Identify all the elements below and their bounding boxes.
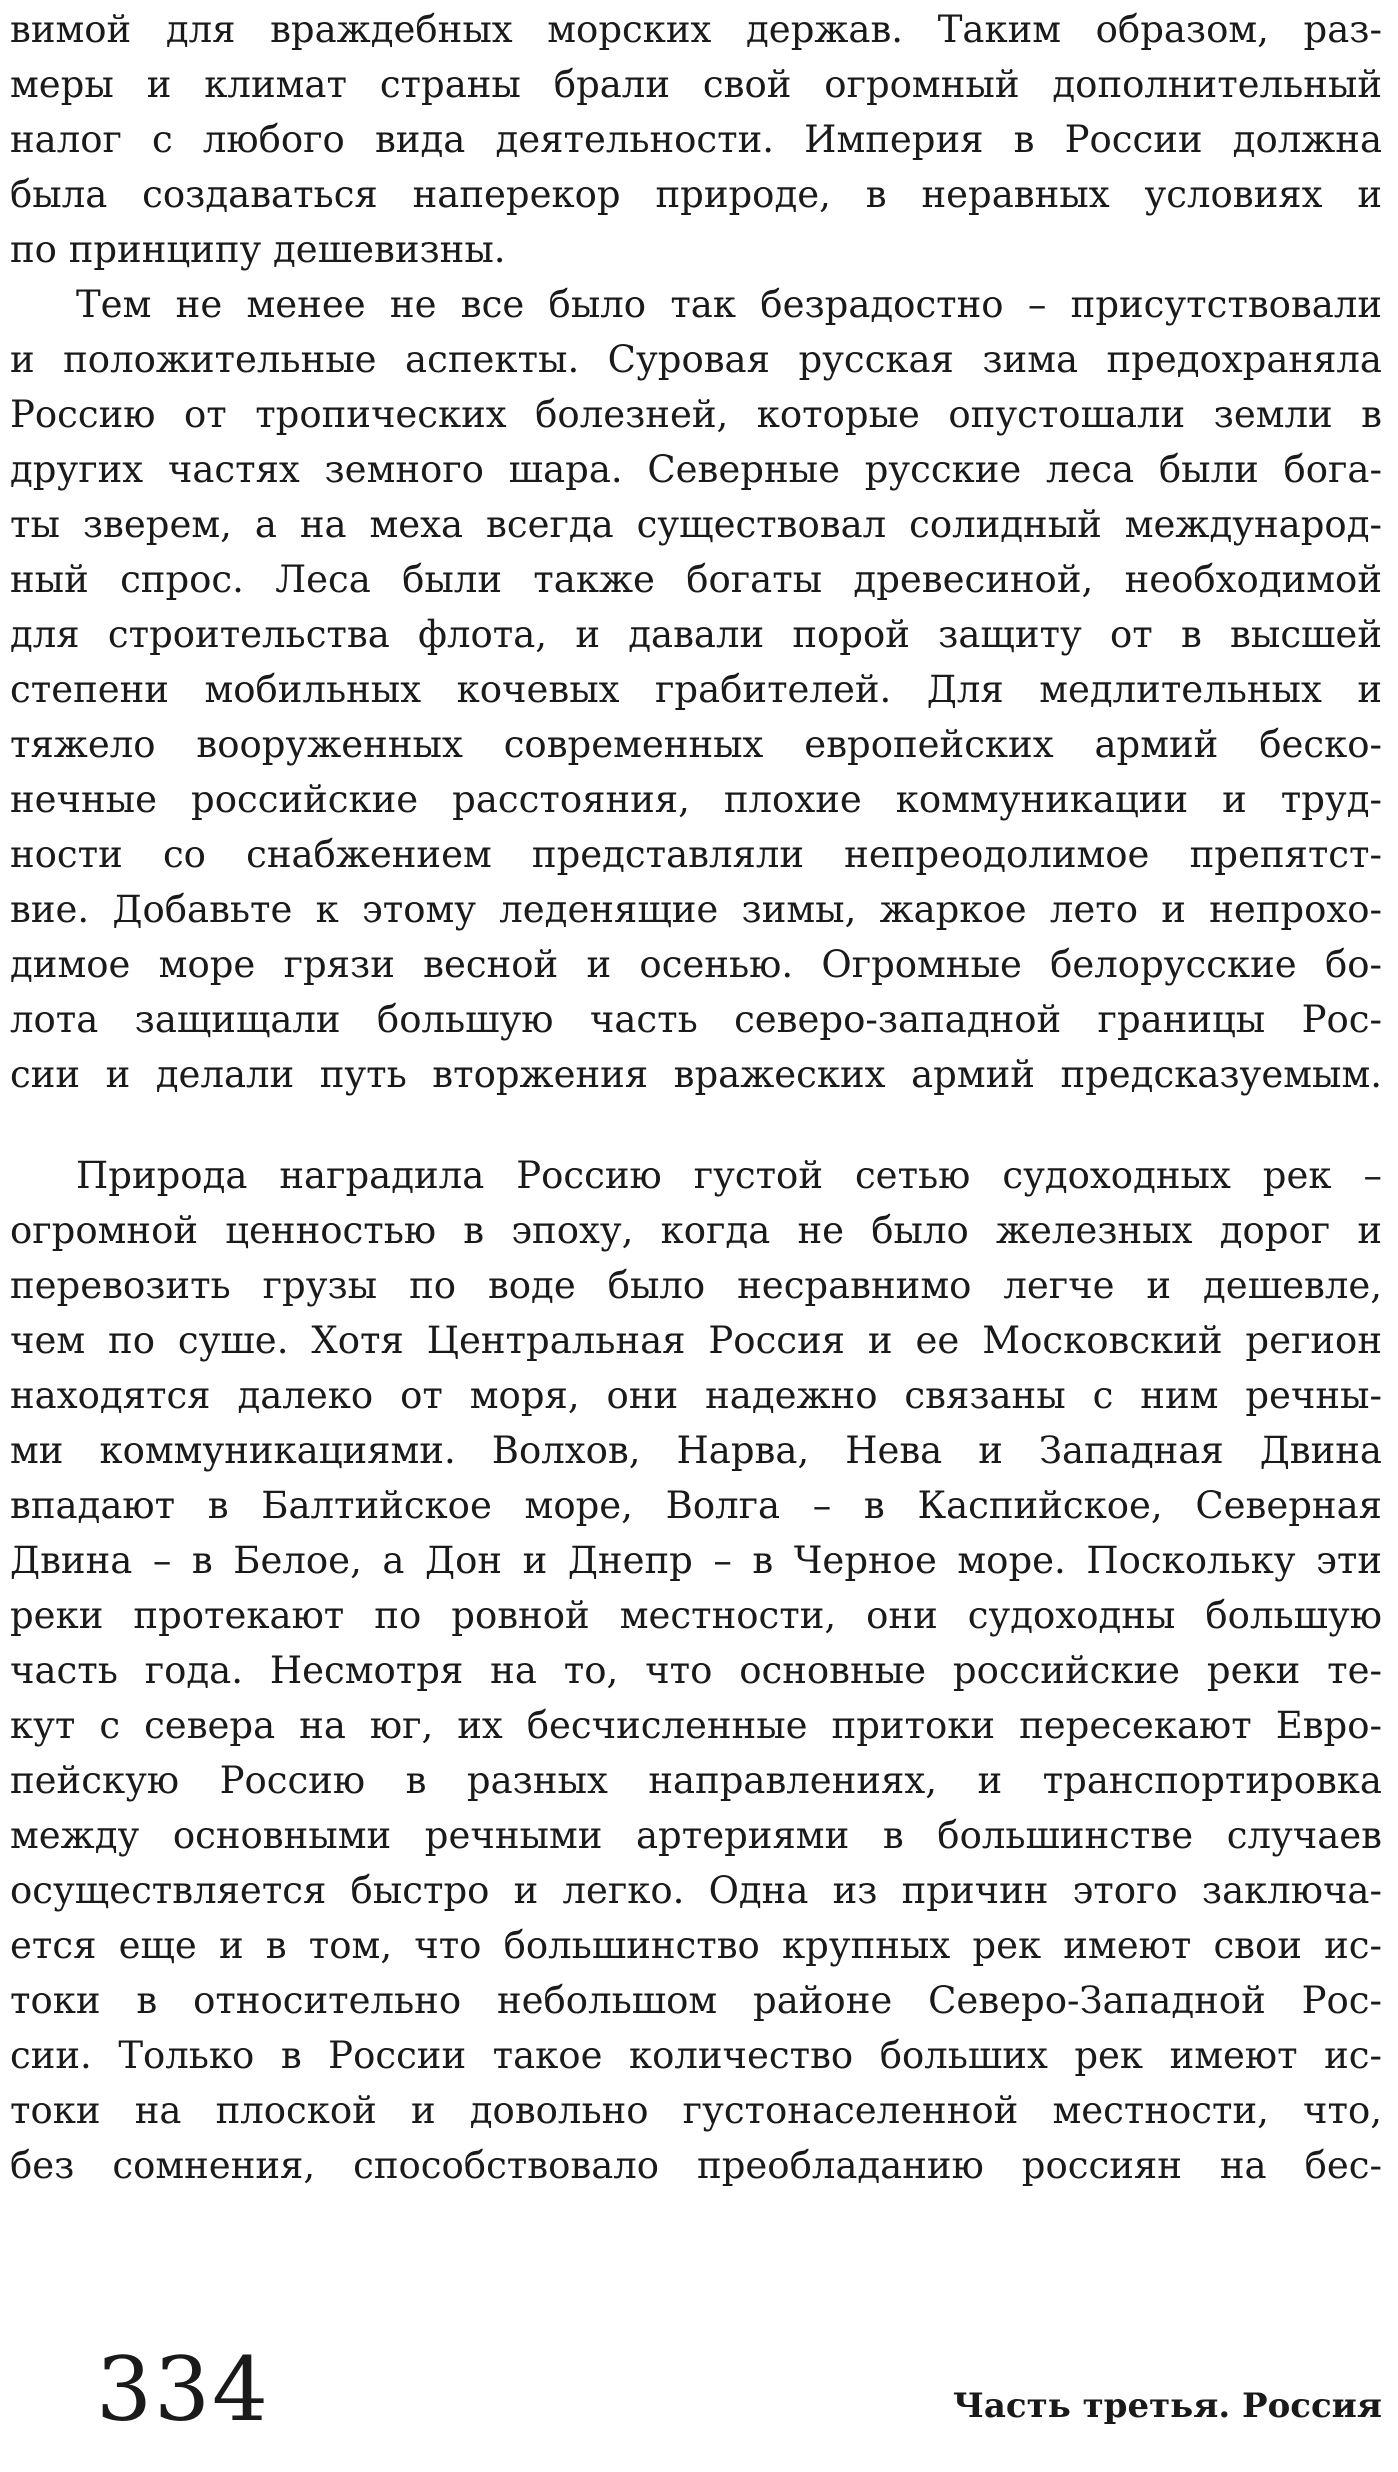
- text-line: тяжело вооруженных современных европейских армий беско-: [10, 723, 1382, 766]
- text-line: ты зверем, а на меха всегда существовал солидный международ-: [10, 503, 1382, 546]
- page-footer: [0, 2330, 1398, 2460]
- text-line: токи в относительно небольшом районе Северо-Западной Рос-: [10, 1979, 1382, 2022]
- text-line: Природа наградила Россию густой сетью судоходных рек –: [76, 1154, 1382, 1197]
- text-line: перевозить грузы по воде было несравнимо легче и дешевле,: [10, 1264, 1382, 1307]
- text-line: сии. Только в России такое количество больших рек имеют ис-: [10, 2034, 1382, 2077]
- text-line: находятся далеко от моря, они надежно связаны с ним речны-: [10, 1374, 1382, 1417]
- text-line: ется еще и в том, что большинство крупных рек имеют свои ис-: [10, 1924, 1382, 1967]
- text-line: осуществляется быстро и легко. Одна из причин этого заключа-: [10, 1869, 1382, 1912]
- text-line: ности со снабжением представляли непреодолимое препятст-: [10, 833, 1382, 876]
- text-line: часть года. Несмотря на то, что основные российские реки те-: [10, 1649, 1382, 1692]
- text-line: ми коммуникациями. Волхов, Нарва, Нева и Западная Двина: [10, 1429, 1382, 1472]
- text-line: сии и делали путь вторжения вражеских армий предсказуемым.: [10, 1053, 1382, 1096]
- text-line: впадают в Балтийское море, Волга – в Каспийское, Северная: [10, 1484, 1382, 1527]
- text-line: степени мобильных кочевых грабителей. Для медлительных и: [10, 668, 1382, 711]
- text-line: по принципу дешевизны.: [10, 228, 506, 271]
- text-line: пейскую Россию в разных направлениях, и транспортировка: [10, 1759, 1382, 1802]
- text-line: без сомнения, способствовало преобладанию россиян на бес-: [10, 2144, 1382, 2187]
- text-line: была создаваться наперекор природе, в неравных условиях и: [10, 173, 1382, 216]
- text-line: вимой для враждебных морских держав. Таким образом, раз-: [10, 8, 1382, 51]
- page-number: 334: [96, 2338, 270, 2441]
- text-line: и положительные аспекты. Суровая русская зима предохраняла: [10, 338, 1382, 381]
- text-line: реки протекают по ровной местности, они судоходны большую: [10, 1594, 1382, 1637]
- text-line: кут с севера на юг, их бесчисленные притоки пересекают Евро-: [10, 1704, 1382, 1747]
- text-line: нечные российские расстояния, плохие коммуникации и труд-: [10, 778, 1382, 821]
- text-line: для строительства флота, и давали порой защиту от в высшей: [10, 613, 1382, 656]
- text-line: Двина – в Белое, а Дон и Днепр – в Черное море. Поскольку эти: [10, 1539, 1382, 1582]
- text-line: Тем не менее не все было так безрадостно – присутствовали: [76, 283, 1382, 326]
- text-line: между основными речными артериями в большинстве случаев: [10, 1814, 1382, 1857]
- text-line: ный спрос. Леса были также богаты древесиной, необходимой: [10, 558, 1382, 601]
- text-line: Россию от тропических болезней, которые опустошали земли в: [10, 393, 1382, 436]
- text-line: налог с любого вида деятельности. Империя в России должна: [10, 118, 1382, 161]
- text-line: вие. Добавьте к этому леденящие зимы, жаркое лето и непрохо-: [10, 888, 1382, 931]
- text-line: меры и климат страны брали свой огромный дополнительный: [10, 63, 1382, 106]
- text-line: других частях земного шара. Северные русские леса были бога-: [10, 448, 1382, 491]
- text-line: лота защищали большую часть северо-западной границы Рос-: [10, 998, 1382, 1041]
- text-line: димое море грязи весной и осенью. Огромные белорусские бо-: [10, 943, 1382, 986]
- running-title: Часть третья. Россия: [952, 2386, 1382, 2426]
- text-line: чем по суше. Хотя Центральная Россия и ее Московский регион: [10, 1319, 1382, 1362]
- text-line: токи на плоской и довольно густонаселенной местности, что,: [10, 2089, 1382, 2132]
- text-line: огромной ценностью в эпоху, когда не было железных дорог и: [10, 1209, 1382, 1252]
